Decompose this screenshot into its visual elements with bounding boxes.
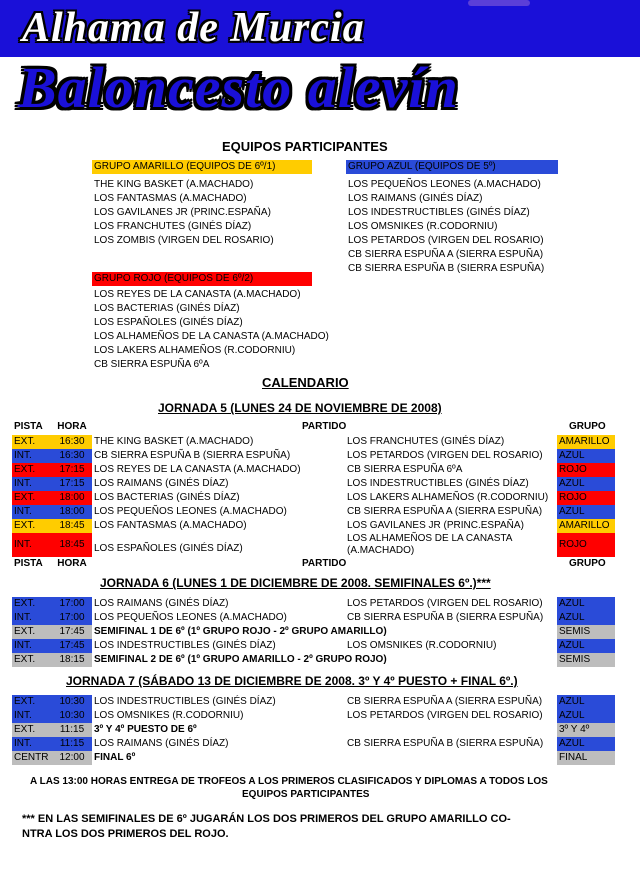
home-team: LOS PEQUEÑOS LEONES (A.MACHADO)	[94, 612, 287, 623]
semifinal-label: SEMIFINAL 1 DE 6º (1º GRUPO ROJO - 2º GRUPO AMARILLO)	[94, 626, 387, 637]
table-row	[12, 709, 613, 723]
group-blue-team: CB SIERRA ESPUÑA B (SIERRA ESPUÑA)	[348, 263, 545, 274]
home-team: CB SIERRA ESPUÑA B (SIERRA ESPUÑA)	[94, 450, 291, 461]
pista-cell: EXT.	[12, 625, 52, 639]
hora-cell: 18:00	[52, 491, 92, 505]
group-blue-header: GRUPO AZUL (EQUIPOS DE 5º)	[346, 160, 558, 174]
pista-cell: EXT.	[12, 653, 52, 667]
grupo-cell: ROJO	[557, 491, 615, 505]
home-team: LOS INDESTRUCTIBLES (GINÉS DÍAZ)	[94, 696, 276, 707]
home-team: LOS OMSNIKES (R.CODORNIU)	[94, 710, 244, 721]
hora-cell: 17:00	[52, 597, 92, 611]
home-team: LOS ESPAÑOLES (GINÉS DÍAZ)	[94, 543, 243, 554]
home-team: LOS RAIMANS (GINÉS DÍAZ)	[94, 598, 229, 609]
table-row	[12, 449, 613, 463]
grupo-cell: AZUL	[557, 597, 615, 611]
hora-cell: 10:30	[52, 709, 92, 723]
grupo-cell: SEMIS	[557, 625, 615, 639]
grupo-cell: FINAL	[557, 751, 615, 765]
pista-cell: EXT.	[12, 435, 52, 449]
grupo-cell: SEMIS	[557, 653, 615, 667]
pista-cell: EXT.	[12, 519, 52, 533]
table-row	[12, 695, 613, 709]
pista-cell: EXT.	[12, 463, 52, 477]
pista-cell: INT.	[12, 477, 52, 491]
hora-cell: 17:45	[52, 639, 92, 653]
home-team: LOS PEQUEÑOS LEONES (A.MACHADO)	[94, 506, 287, 517]
away-team: LOS GAVILANES JR (PRINC.ESPAÑA)	[347, 520, 524, 531]
pista-cell: EXT.	[12, 695, 52, 709]
table-row	[12, 463, 613, 477]
hora-cell: 11:15	[52, 723, 92, 737]
grupo-cell: AZUL	[557, 611, 615, 625]
hora-cell: 18:00	[52, 505, 92, 519]
grupo-cell: AZUL	[557, 639, 615, 653]
col-grupo: GRUPO	[569, 558, 606, 569]
group-blue-team: LOS PEQUEÑOS LEONES (A.MACHADO)	[348, 179, 541, 190]
group-red-team: LOS ESPAÑOLES (GINÉS DÍAZ)	[94, 317, 243, 328]
pista-cell: EXT.	[12, 491, 52, 505]
group-red-team: CB SIERRA ESPUÑA 6ºA	[94, 359, 210, 370]
hora-cell: 17:15	[52, 477, 92, 491]
table-row	[12, 435, 613, 449]
group-yellow-team: LOS ZOMBIS (VIRGEN DEL ROSARIO)	[94, 235, 274, 246]
col-partido: PARTIDO	[302, 421, 347, 432]
grupo-cell: AMARILLO	[557, 435, 615, 449]
away-team: LOS INDESTRUCTIBLES (GINÉS DÍAZ)	[347, 478, 529, 489]
table-row	[12, 611, 613, 625]
group-blue-team: LOS OMSNIKES (R.CODORNIU)	[348, 221, 498, 232]
group-blue-team: CB SIERRA ESPUÑA A (SIERRA ESPUÑA)	[348, 249, 544, 260]
grupo-cell: AZUL	[557, 449, 615, 463]
group-red-team: LOS BACTERIAS (GINÉS DÍAZ)	[94, 303, 240, 314]
table-row	[12, 533, 613, 557]
hora-cell: 17:15	[52, 463, 92, 477]
away-team: LOS LAKERS ALHAMEÑOS (R.CODORNIU)	[347, 492, 549, 503]
hora-cell: 12:00	[52, 751, 92, 765]
jornada5-title: JORNADA 5 (LUNES 24 DE NOVIEMBRE DE 2008)	[158, 401, 442, 415]
away-team: CB SIERRA ESPUÑA B (SIERRA ESPUÑA)	[347, 612, 544, 623]
grupo-cell: AMARILLO	[557, 519, 615, 533]
pista-cell: INT.	[12, 639, 52, 653]
away-team: LOS PETARDOS (VIRGEN DEL ROSARIO)	[347, 710, 543, 721]
table-row	[12, 737, 613, 751]
group-red-team: LOS REYES DE LA CANASTA (A.MACHADO)	[94, 289, 301, 300]
hora-cell: 10:30	[52, 695, 92, 709]
away-team: CB SIERRA ESPUÑA A (SIERRA ESPUÑA)	[347, 696, 543, 707]
pista-cell: CENTR	[12, 751, 52, 765]
col-pista: PISTA	[14, 421, 43, 432]
table-row	[12, 491, 613, 505]
trophies-note: A LAS 13:00 HORAS ENTREGA DE TROFEOS A LOS PRIMEROS CLASIFICADOS Y DIPLOMAS A TODOS LOS	[30, 776, 548, 787]
group-red-team: LOS ALHAMEÑOS DE LA CANASTA (A.MACHADO)	[94, 331, 329, 342]
calendar-heading: CALENDARIO	[262, 375, 349, 390]
header-banner	[0, 0, 640, 57]
group-red-header: GRUPO ROJO (EQUIPOS DE 6º/2)	[92, 272, 312, 286]
away-team: LOS ALHAMEÑOS DE LA CANASTA	[347, 533, 513, 544]
hora-cell: 18:45	[52, 519, 92, 533]
banner-decoration	[468, 0, 530, 6]
jornada7-title: JORNADA 7 (SÁBADO 13 DE DICIEMBRE DE 2008. 3º Y 4º PUESTO + FINAL 6º.)	[66, 674, 518, 688]
away-team: LOS PETARDOS (VIRGEN DEL ROSARIO)	[347, 450, 543, 461]
table-row	[12, 723, 613, 737]
table-row	[12, 639, 613, 653]
hora-cell: 18:45	[52, 533, 92, 557]
pista-cell: INT.	[12, 505, 52, 519]
table-row	[12, 477, 613, 491]
table-row	[12, 653, 613, 667]
page-title: Baloncesto alevín	[18, 55, 459, 120]
group-yellow-team: LOS FANTASMAS (A.MACHADO)	[94, 193, 247, 204]
grupo-cell: AZUL	[557, 695, 615, 709]
pista-cell: INT.	[12, 449, 52, 463]
grupo-cell: AZUL	[557, 709, 615, 723]
pista-cell: EXT.	[12, 723, 52, 737]
group-yellow-team: LOS GAVILANES JR (PRINC.ESPAÑA)	[94, 207, 271, 218]
table-row	[12, 751, 613, 765]
semis-note: *** EN LAS SEMIFINALES DE 6º JUGARÁN LOS DOS PRIMEROS DEL GRUPO AMARILLO CO-	[22, 813, 511, 825]
group-yellow-team: LOS FRANCHUTES (GINÉS DÍAZ)	[94, 221, 252, 232]
away-team: LOS FRANCHUTES (GINÉS DÍAZ)	[347, 436, 505, 447]
jornada6-title: JORNADA 6 (LUNES 1 DE DICIEMBRE DE 2008. SEMIFINALES 6º.)***	[100, 576, 491, 590]
home-team: LOS RAIMANS (GINÉS DÍAZ)	[94, 478, 229, 489]
home-team: LOS INDESTRUCTIBLES (GINÉS DÍAZ)	[94, 640, 276, 651]
away-team: CB SIERRA ESPUÑA 6ºA	[347, 464, 463, 475]
hora-cell: 18:15	[52, 653, 92, 667]
pista-cell: EXT.	[12, 597, 52, 611]
grupo-cell: ROJO	[557, 533, 615, 557]
group-blue-team: LOS INDESTRUCTIBLES (GINÉS DÍAZ)	[348, 207, 530, 218]
home-team: LOS BACTERIAS (GINÉS DÍAZ)	[94, 492, 240, 503]
grupo-cell: AZUL	[557, 505, 615, 519]
grupo-cell: AZUL	[557, 477, 615, 491]
away-team: (A.MACHADO)	[347, 545, 415, 556]
table-row	[12, 625, 613, 639]
grupo-cell: 3º Y 4º	[557, 723, 615, 737]
town-title: Alhama de Murcia	[22, 5, 365, 51]
hora-cell: 17:00	[52, 611, 92, 625]
home-team: THE KING BASKET (A.MACHADO)	[94, 436, 254, 447]
home-team: LOS REYES DE LA CANASTA (A.MACHADO)	[94, 464, 301, 475]
semifinal-label: SEMIFINAL 2 DE 6º (1º GRUPO AMARILLO - 2º GRUPO ROJO)	[94, 654, 387, 665]
grupo-cell: AZUL	[557, 737, 615, 751]
away-team: CB SIERRA ESPUÑA B (SIERRA ESPUÑA)	[347, 738, 544, 749]
hora-cell: 11:15	[52, 737, 92, 751]
table-row	[12, 519, 613, 533]
home-team: LOS RAIMANS (GINÉS DÍAZ)	[94, 738, 229, 749]
pista-cell: INT.	[12, 737, 52, 751]
hora-cell: 16:30	[52, 435, 92, 449]
home-team: LOS FANTASMAS (A.MACHADO)	[94, 520, 247, 531]
away-team: CB SIERRA ESPUÑA A (SIERRA ESPUÑA)	[347, 506, 543, 517]
table-row	[12, 505, 613, 519]
col-grupo: GRUPO	[569, 421, 606, 432]
hora-cell: 17:45	[52, 625, 92, 639]
pista-cell: INT.	[12, 709, 52, 723]
hora-cell: 16:30	[52, 449, 92, 463]
col-hora: HORA	[57, 421, 87, 432]
away-team: LOS OMSNIKES (R.CODORNIU)	[347, 640, 497, 651]
group-blue-team: LOS PETARDOS (VIRGEN DEL ROSARIO)	[348, 235, 544, 246]
away-team: LOS PETARDOS (VIRGEN DEL ROSARIO)	[347, 598, 543, 609]
final-label: FINAL 6º	[94, 752, 136, 763]
group-blue-team: LOS RAIMANS (GINÉS DÍAZ)	[348, 193, 483, 204]
table-row	[12, 597, 613, 611]
col-hora: HORA	[57, 558, 87, 569]
grupo-cell: ROJO	[557, 463, 615, 477]
col-pista: PISTA	[14, 558, 43, 569]
col-partido: PARTIDO	[302, 558, 347, 569]
group-yellow-team: THE KING BASKET (A.MACHADO)	[94, 179, 254, 190]
pista-cell: INT.	[12, 611, 52, 625]
third-place-label: 3º Y 4º PUESTO DE 6º	[94, 724, 197, 735]
table-header	[12, 420, 613, 434]
table-footer-header	[12, 557, 613, 571]
pista-cell: INT.	[12, 533, 52, 557]
group-red-team: LOS LAKERS ALHAMEÑOS (R.CODORNIU)	[94, 345, 296, 356]
group-yellow-header: GRUPO AMARILLO (EQUIPOS DE 6º/1)	[92, 160, 312, 174]
trophies-note-cont: EQUIPOS PARTICIPANTES	[242, 789, 370, 800]
semis-note-cont: NTRA LOS DOS PRIMEROS DEL ROJO.	[22, 828, 229, 840]
teams-heading: EQUIPOS PARTICIPANTES	[222, 139, 388, 154]
